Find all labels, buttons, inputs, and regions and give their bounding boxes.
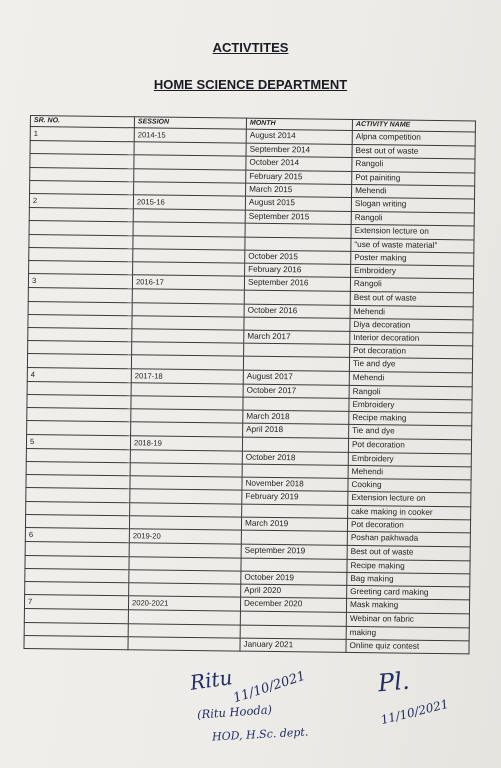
cell-session xyxy=(131,355,243,370)
cell-activity: Pot decoration xyxy=(350,345,473,360)
cell-activity: Mask making xyxy=(346,599,469,615)
cell-sr-no xyxy=(27,408,131,422)
cell-month xyxy=(242,464,348,478)
cell-sr-no xyxy=(25,542,129,556)
cell-session xyxy=(133,222,245,237)
cell-month: February 2016 xyxy=(245,263,351,277)
cell-activity: Tie and dye xyxy=(349,358,472,373)
cell-sr-no xyxy=(26,448,130,462)
hod-name: (Ritu Hooda) xyxy=(196,702,273,722)
cell-month: September 2015 xyxy=(245,210,351,224)
cell-month xyxy=(244,343,350,357)
header-month: MONTH xyxy=(246,118,352,130)
cell-session xyxy=(134,155,246,170)
cell-month xyxy=(245,237,351,251)
cell-month: March 2015 xyxy=(246,183,352,197)
cell-session xyxy=(128,636,240,651)
cell-activity: Alpna competition xyxy=(352,130,475,146)
cell-activity: Mehendi xyxy=(352,184,475,199)
cell-month: October 2018 xyxy=(242,451,348,465)
cell-session xyxy=(133,249,245,264)
cell-sr-no: 4 xyxy=(27,367,131,382)
cell-session xyxy=(134,182,246,197)
cell-activity: Extension lecture on xyxy=(351,225,474,240)
cell-month: September 2014 xyxy=(246,143,352,157)
cell-activity: Pot decoration xyxy=(347,518,470,533)
header-activity-name: ACTIVITY NAME xyxy=(352,119,475,132)
cell-sr-no xyxy=(28,288,132,302)
cell-session xyxy=(132,329,244,344)
cell-sr-no xyxy=(25,581,129,595)
cell-activity: Rangoli xyxy=(352,158,475,173)
cell-session xyxy=(129,556,241,571)
cell-session xyxy=(133,209,245,224)
cell-activity: Slogan writing xyxy=(351,197,474,213)
cell-sr-no xyxy=(28,314,132,328)
cell-sr-no xyxy=(30,167,134,181)
cell-session: 2020-2021 xyxy=(128,596,240,612)
cell-sr-no xyxy=(27,381,131,395)
cell-activity: Recipe making xyxy=(347,559,470,574)
cell-month xyxy=(243,397,349,411)
cell-session xyxy=(129,543,241,558)
cell-activity: Rangoli xyxy=(350,278,473,294)
cell-session xyxy=(134,142,246,157)
cell-month: February 2015 xyxy=(246,170,352,184)
cell-month xyxy=(242,437,348,452)
cell-month: December 2020 xyxy=(240,597,346,612)
cell-activity: Mehendi xyxy=(348,465,471,480)
document-title: ACTIVTITES xyxy=(212,40,289,55)
cell-activity: Extension lecture on xyxy=(348,492,471,507)
cell-month xyxy=(244,291,350,305)
cell-month xyxy=(243,357,349,371)
cell-activity: Bag making xyxy=(347,572,470,587)
cell-activity: Webinar on fabric xyxy=(346,613,469,628)
cell-session xyxy=(130,489,242,504)
cell-sr-no: 3 xyxy=(28,274,132,289)
cell-month: October 2014 xyxy=(246,157,352,171)
cell-month: March 2018 xyxy=(243,410,349,424)
cell-activity: Interior decoration xyxy=(350,331,473,346)
cell-activity: Embroidery xyxy=(349,398,472,413)
table-body xyxy=(24,127,475,654)
cell-activity: Rangoli xyxy=(351,212,474,227)
cell-session xyxy=(132,302,244,317)
cell-sr-no xyxy=(27,421,131,435)
cell-sr-no xyxy=(27,354,131,368)
cell-session: 2018-19 xyxy=(130,435,242,451)
principal-signature-date: 11/10/2021 xyxy=(379,696,450,728)
cell-sr-no xyxy=(24,622,128,636)
cell-month: September 2019 xyxy=(241,544,347,558)
cell-sr-no xyxy=(30,154,134,168)
cell-session xyxy=(129,583,241,598)
cell-sr-no xyxy=(26,488,130,502)
cell-session xyxy=(130,463,242,478)
cell-activity: Cooking xyxy=(348,479,471,494)
cell-activity: Diya decoration xyxy=(350,318,473,333)
principal-signature-mark: Pl. xyxy=(376,666,411,698)
cell-sr-no xyxy=(25,555,129,569)
cell-month xyxy=(240,611,346,625)
cell-sr-no: 2 xyxy=(29,194,133,209)
cell-session: 2014-15 xyxy=(134,128,246,144)
cell-month: August 2014 xyxy=(246,129,352,144)
activities-table-wrapper xyxy=(23,115,474,654)
cell-activity: “use of waste material” xyxy=(351,238,474,253)
cell-session xyxy=(131,409,243,424)
cell-month: October 2017 xyxy=(243,384,349,398)
cell-session: 2017-18 xyxy=(131,368,243,384)
cell-activity: Best out of waste xyxy=(352,145,475,160)
cell-activity: cake making in cooker xyxy=(348,505,471,520)
cell-sr-no: 1 xyxy=(30,127,134,142)
cell-session xyxy=(133,235,245,250)
cell-activity: Poshan pakhwada xyxy=(347,532,470,548)
cell-session xyxy=(134,168,246,183)
cell-sr-no xyxy=(26,475,130,489)
cell-month: August 2015 xyxy=(245,196,351,211)
cell-month: October 2019 xyxy=(241,571,347,585)
cell-sr-no xyxy=(26,462,130,476)
header-sr-no: SR. NO. xyxy=(30,116,134,128)
cell-month xyxy=(241,558,347,572)
cell-activity: Tie and dye xyxy=(349,425,472,440)
cell-month: February 2019 xyxy=(242,491,348,505)
cell-activity: Pot painiting xyxy=(352,171,475,186)
cell-sr-no: 6 xyxy=(25,528,129,543)
cell-sr-no xyxy=(25,568,129,582)
cell-month: March 2017 xyxy=(244,330,350,344)
cell-session xyxy=(129,516,241,531)
cell-month: March 2019 xyxy=(241,517,347,531)
cell-sr-no: 5 xyxy=(26,434,130,449)
cell-month: April 2020 xyxy=(241,584,347,598)
cell-session xyxy=(130,476,242,491)
cell-sr-no xyxy=(28,341,132,355)
cell-sr-no xyxy=(27,395,131,409)
cell-sr-no xyxy=(29,261,133,275)
cell-session xyxy=(133,262,245,277)
cell-session xyxy=(128,623,240,638)
cell-month xyxy=(241,530,347,545)
cell-month: August 2017 xyxy=(243,370,349,385)
cell-activity: Best out of waste xyxy=(347,546,470,561)
hod-signature-mark: Ritu xyxy=(188,665,234,695)
cell-month: November 2018 xyxy=(242,477,348,491)
cell-activity: Mehendi xyxy=(349,371,472,387)
cell-sr-no: 7 xyxy=(24,595,128,610)
cell-month: October 2016 xyxy=(244,304,350,318)
cell-session xyxy=(128,610,240,625)
cell-month: January 2021 xyxy=(240,638,346,652)
cell-activity: Best out of waste xyxy=(350,292,473,307)
department-title: HOME SCIENCE DEPARTMENT xyxy=(153,77,348,92)
hod-signature-date: 11/10/2021 xyxy=(231,668,308,707)
activities-table xyxy=(23,115,475,654)
header-session: SESSION xyxy=(134,117,246,129)
cell-sr-no xyxy=(24,635,128,649)
cell-session xyxy=(131,383,243,398)
cell-sr-no xyxy=(29,221,133,235)
cell-sr-no xyxy=(28,301,132,315)
cell-activity: making xyxy=(346,626,469,641)
cell-session xyxy=(132,342,244,357)
cell-activity: Poster making xyxy=(351,251,474,266)
cell-session xyxy=(129,569,241,584)
cell-session xyxy=(130,450,242,465)
cell-sr-no xyxy=(25,514,129,528)
cell-activity: Rangoli xyxy=(349,385,472,400)
hod-role: HOD, H.Sc. dept. xyxy=(211,725,309,744)
cell-month xyxy=(240,625,346,639)
cell-month xyxy=(242,504,348,518)
cell-session xyxy=(131,422,243,437)
cell-month: October 2015 xyxy=(245,250,351,264)
cell-session xyxy=(130,502,242,517)
cell-activity: Online quiz contest xyxy=(346,639,469,654)
cell-sr-no xyxy=(29,247,133,261)
cell-session xyxy=(132,289,244,304)
cell-month: April 2018 xyxy=(243,424,349,438)
cell-month: September 2016 xyxy=(244,276,350,291)
cell-sr-no xyxy=(28,328,132,342)
cell-month xyxy=(244,317,350,331)
cell-activity: Pot decoration xyxy=(348,438,471,454)
cell-sr-no xyxy=(26,501,130,515)
cell-sr-no xyxy=(29,208,133,222)
cell-sr-no xyxy=(30,180,134,194)
cell-session: 2019-20 xyxy=(129,529,241,545)
cell-sr-no xyxy=(30,141,134,155)
cell-activity: Embroidery xyxy=(351,264,474,279)
cell-month xyxy=(245,224,351,238)
cell-activity: Mehendi xyxy=(350,305,473,320)
cell-session xyxy=(132,316,244,331)
cell-session xyxy=(131,396,243,411)
cell-session: 2015-16 xyxy=(133,195,245,211)
cell-activity: Embroidery xyxy=(348,452,471,467)
cell-session: 2016-17 xyxy=(132,275,244,291)
cell-activity: Recipe making xyxy=(349,412,472,427)
cell-sr-no xyxy=(24,609,128,623)
cell-sr-no xyxy=(29,234,133,248)
cell-activity: Greeting card making xyxy=(347,585,470,600)
